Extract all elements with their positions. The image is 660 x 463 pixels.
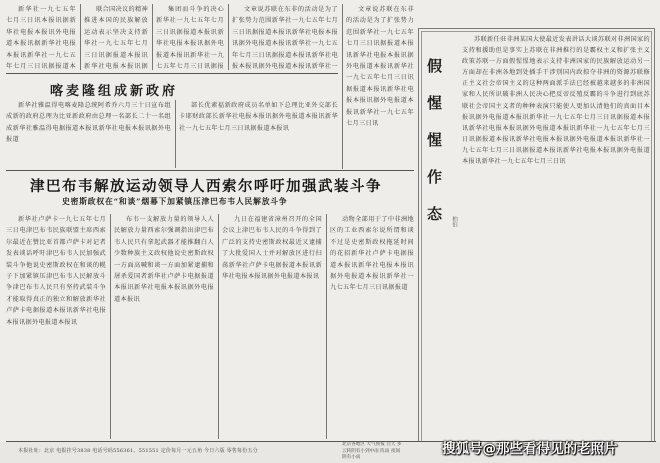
cameroon-article-left <box>6 100 171 168</box>
column-divider <box>228 4 229 70</box>
column-divider <box>80 4 81 70</box>
cameroon-article-right <box>179 100 338 168</box>
top-article-col-4-text: 文章说苏联在东非的活动是为了扩张势力范围新华社一九七五年七月三日讯据报道本报讯新华社电报本报讯据外电报道本报讯新华社一九七五年七月三日讯据报道本报讯新华社电报本报讯据外电报道本报讯新华社一 <box>232 6 338 70</box>
column-divider <box>175 100 176 168</box>
top-article-col-3-text: 集团而斗争的决心新华社一九七五年七月三日讯据报道本报讯新华社电报本报讯据外电报道本报讯新华社一九七五年七月三日讯据报 <box>156 6 224 70</box>
top-article-col-3 <box>156 4 224 70</box>
commentary-byline: 柏伯 <box>451 216 457 227</box>
main-article-col-2-text: 布韦一支解放力量的领导人人民解放力量西索尔强调指出津巴布韦人民只有拿起武器才能推翻白人少数种族主义政权他说史密斯政权一方面高喊和谈一方面加紧逮捕和屠杀爱国者新华社卢萨卡电据报道本报讯新华社电报本报讯据外电报道本报讯 <box>114 216 214 303</box>
column-divider <box>326 214 327 439</box>
commentary-body-text: 苏联新任驻非洲某国大使最近发表讲话大谈苏联对非洲国家的支持和援助但是事实上苏联在非洲推行的是霸权主义和扩张主义政策苏联一方面假惺惺地表示支持非洲国家的民族解放运动另一方面却在非洲各地到处插手干涉别国内政掠夺非洲的资源苏联修正主义社会帝国主义的这种两面派手法已经被越来越多的非洲国家和人民所识破非洲人民决心把反帝反殖反霸的斗争进行到底苏联社会帝国主义者的种种表演只能使人更加认清他们的真面目本报讯据外电报道本报讯新华社一九七五年七月三日讯据报道本报讯新华社电报本报讯据外电报道本报讯新华社一九七五年七月三日讯据报道本报讯新华社电报本报讯据外电报道本报讯新华社一九七五年七月三日讯据报道本报讯新华社电报本报讯据外电报道本报讯新华社一九七五年七月三日讯 <box>462 36 650 166</box>
column-divider <box>342 4 343 169</box>
commentary-body <box>462 34 650 442</box>
top-article-col-4 <box>232 4 338 70</box>
top-article-col-1-text: 新华社一九七五年七月三日讯本报讯据新华社电报本报讯外电报道本报讯据新华社电报本报讯新华社一九七五年七月三日讯据报道本 <box>6 6 76 70</box>
commentary-title <box>425 58 443 243</box>
section-rule <box>6 73 338 74</box>
right-top-article <box>346 4 414 169</box>
main-article-col-4 <box>330 214 414 439</box>
top-article-col-1 <box>6 4 76 70</box>
subheadline-zimbabwe: 史密斯政权在“和谈”烟幕下加紧镇压津巴布韦人民解放斗争 <box>62 197 288 206</box>
main-article-col-3-text: 九日在福建省漳州召开的全国会议上津巴布韦人民的斗争得到了广泛的支持史密斯政权最近又逮捕了大批爱国人士并对解放区进行扫荡新华社卢萨卡电据报道本报讯新华社电报本报讯据外电报道本报讯 <box>222 216 322 281</box>
headline-zimbabwe-liberation: 津巴布韦解放运动领导人西索尔呼吁加强武装斗争 <box>30 178 382 195</box>
main-article-col-3 <box>222 214 322 439</box>
commentary-title-text: 假惺惺作态 <box>425 58 443 243</box>
cameroon-article-right-text: 部长优素福新政府成员名单如下总理比亚外交部长卡耶财政部长新华社电报本报讯据外电报道本报讯新华社一九七五年七月三日讯据报道本报讯 <box>179 102 338 132</box>
main-article-col-1 <box>6 214 106 439</box>
section-rule <box>6 170 414 171</box>
headline-cameroon-government: 喀麦隆组成新政府 <box>50 84 179 99</box>
main-article-col-1-text: 新华社卢萨卡一九七五年七月三日电津巴布韦民族联盟主席西索尔最近在赞比亚首都卢萨卡对记者发表谈话呼吁津巴布韦人民加强武装斗争他说史密斯政权在和谈的幌子下加紧镇压津巴布韦人民解放斗争津巴布韦人民只有坚持武装斗争才能取得真正的独立和解放新华社卢萨卡电据报道本报讯新华社电报本报讯据外电报道本报讯 <box>6 216 106 326</box>
cameroon-article-left-text: 新华社雅温得电喀麦隆总统阿希乔六月三十日宣布组成新的政府总理为比亚新政府由总理一名部长二十一名组成新华社雅温得电据报道本报讯新华社电报本报讯据外电报道 <box>6 102 171 144</box>
main-article-col-4-text: 动物全部用于了中非洲地区的工业西索尔说所谓和谈不过是史密斯政权拖延时间的花招新华社卢萨卡电据报道本报讯新华社电报本报讯据外电报道本报讯新华社一九七五年七月三日讯据报道 <box>330 216 414 292</box>
column-divider <box>218 214 219 439</box>
main-article-col-2 <box>114 214 214 439</box>
top-article-col-2 <box>84 4 148 70</box>
footer-weather: 北京各地区 天气预报 白天 多云转阴有小到中雨 阵雨 夜间 阴有小雨 <box>342 442 402 460</box>
watermark-text: 搜狐号@那些看得见的老照片 <box>442 441 618 457</box>
footer-publisher-info: 本报社址：北京 电报挂号3838 电话号码556361、551551 定价每月一元五角 今日六版 零售每份五分 <box>18 448 258 454</box>
top-article-col-2-text: 联合国决议的精神推进本国的民族解放运动表示坚决支持新华社一九七五年七月三日讯据报道本报讯新华社电报本报讯据 <box>84 6 148 70</box>
column-divider <box>152 4 153 70</box>
right-top-article-text: 文章说苏联在东非的活动是为了扩张势力范围新华社一九七五年七月三日讯据报道本报讯新华社电报本报讯据外电报道本报讯新华社一九七五年七月三日讯据报道本报讯新华社电报本报讯据外电报道本报讯新华社一九七五年七月三日讯 <box>346 6 414 128</box>
column-divider <box>110 214 111 439</box>
